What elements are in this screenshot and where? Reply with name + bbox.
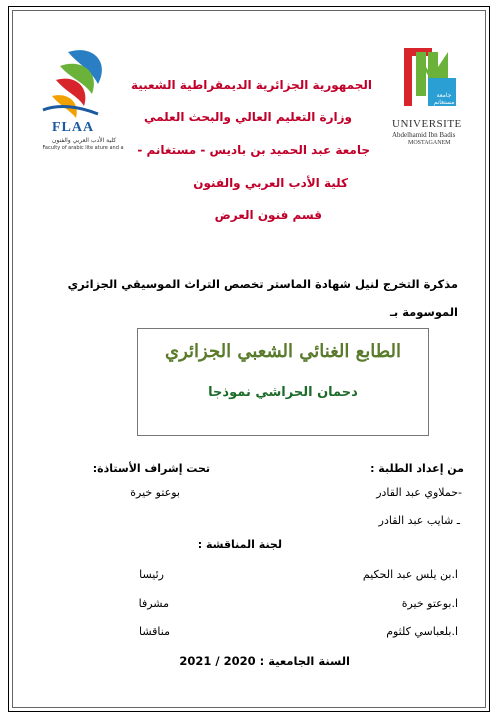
student-name-1: -حملاوي عبد القادر xyxy=(376,486,462,499)
faculty-logo-english: Faculty of arabic lite ature and a xyxy=(42,145,124,151)
header-university: جامعة عبد الحميد بن باديس - مستغانم - xyxy=(137,143,370,157)
university-logo-line2: Abdelhamid Ibn Badis xyxy=(392,131,456,139)
title-box xyxy=(137,328,429,436)
faculty-logo xyxy=(38,44,123,154)
university-logo xyxy=(382,40,477,155)
header-faculty: كلية الأدب العربي والفنون xyxy=(193,176,348,190)
header-republic: الجمهورية الجزائرية الديمقراطية الشعبية xyxy=(130,78,372,92)
committee-member-role: مناقشا xyxy=(139,625,170,638)
university-logo-arabic: جامعة مستغانم xyxy=(433,92,455,106)
thesis-purpose: مذكرة التخرج لنيل شهادة الماستر تخصص التراث الموسيقي الجزائري xyxy=(67,277,458,291)
committee-member-role: مشرفا xyxy=(138,597,169,610)
faculty-logo-text: FLAA xyxy=(52,120,95,135)
committee-member-name: ا.بوعتو خيرة xyxy=(401,597,458,610)
subtitle: دحمان الحراشي نموذجا xyxy=(208,385,358,400)
academic-year: السنة الجامعية : 2020 / 2021 xyxy=(179,654,350,668)
university-logo-line3: MOSTAGANEM xyxy=(408,140,451,146)
supervisor-label: تحت إشراف الأستاذة: xyxy=(92,462,210,475)
committee-member-role: رئيسا xyxy=(139,568,164,581)
thesis-titled: الموسومة بـ xyxy=(389,305,458,319)
committee-member-name: ا.بن يلس عبد الحكيم xyxy=(362,568,458,581)
header-department: قسم فنون العرض xyxy=(214,208,322,222)
faculty-logo-icon xyxy=(38,44,123,124)
student-name-2: ـ شايب عبد القادر xyxy=(378,514,460,527)
committee-member-name: ا.بلعباسي كلثوم xyxy=(386,625,458,638)
main-title: الطابع الغنائي الشعبي الجزائري xyxy=(165,341,401,362)
supervisor-name: بوعتو خيرة xyxy=(130,486,180,499)
university-logo-line1: UNIVERSITE xyxy=(392,118,462,130)
header-ministry: وزارة التعليم العالي والبحث العلمي xyxy=(143,110,352,124)
faculty-logo-arabic: كلية الأدب العربي والفنون xyxy=(51,137,117,144)
students-label: من إعداد الطلبة : xyxy=(370,462,464,475)
committee-label: لجنة المناقشة : xyxy=(197,538,282,551)
